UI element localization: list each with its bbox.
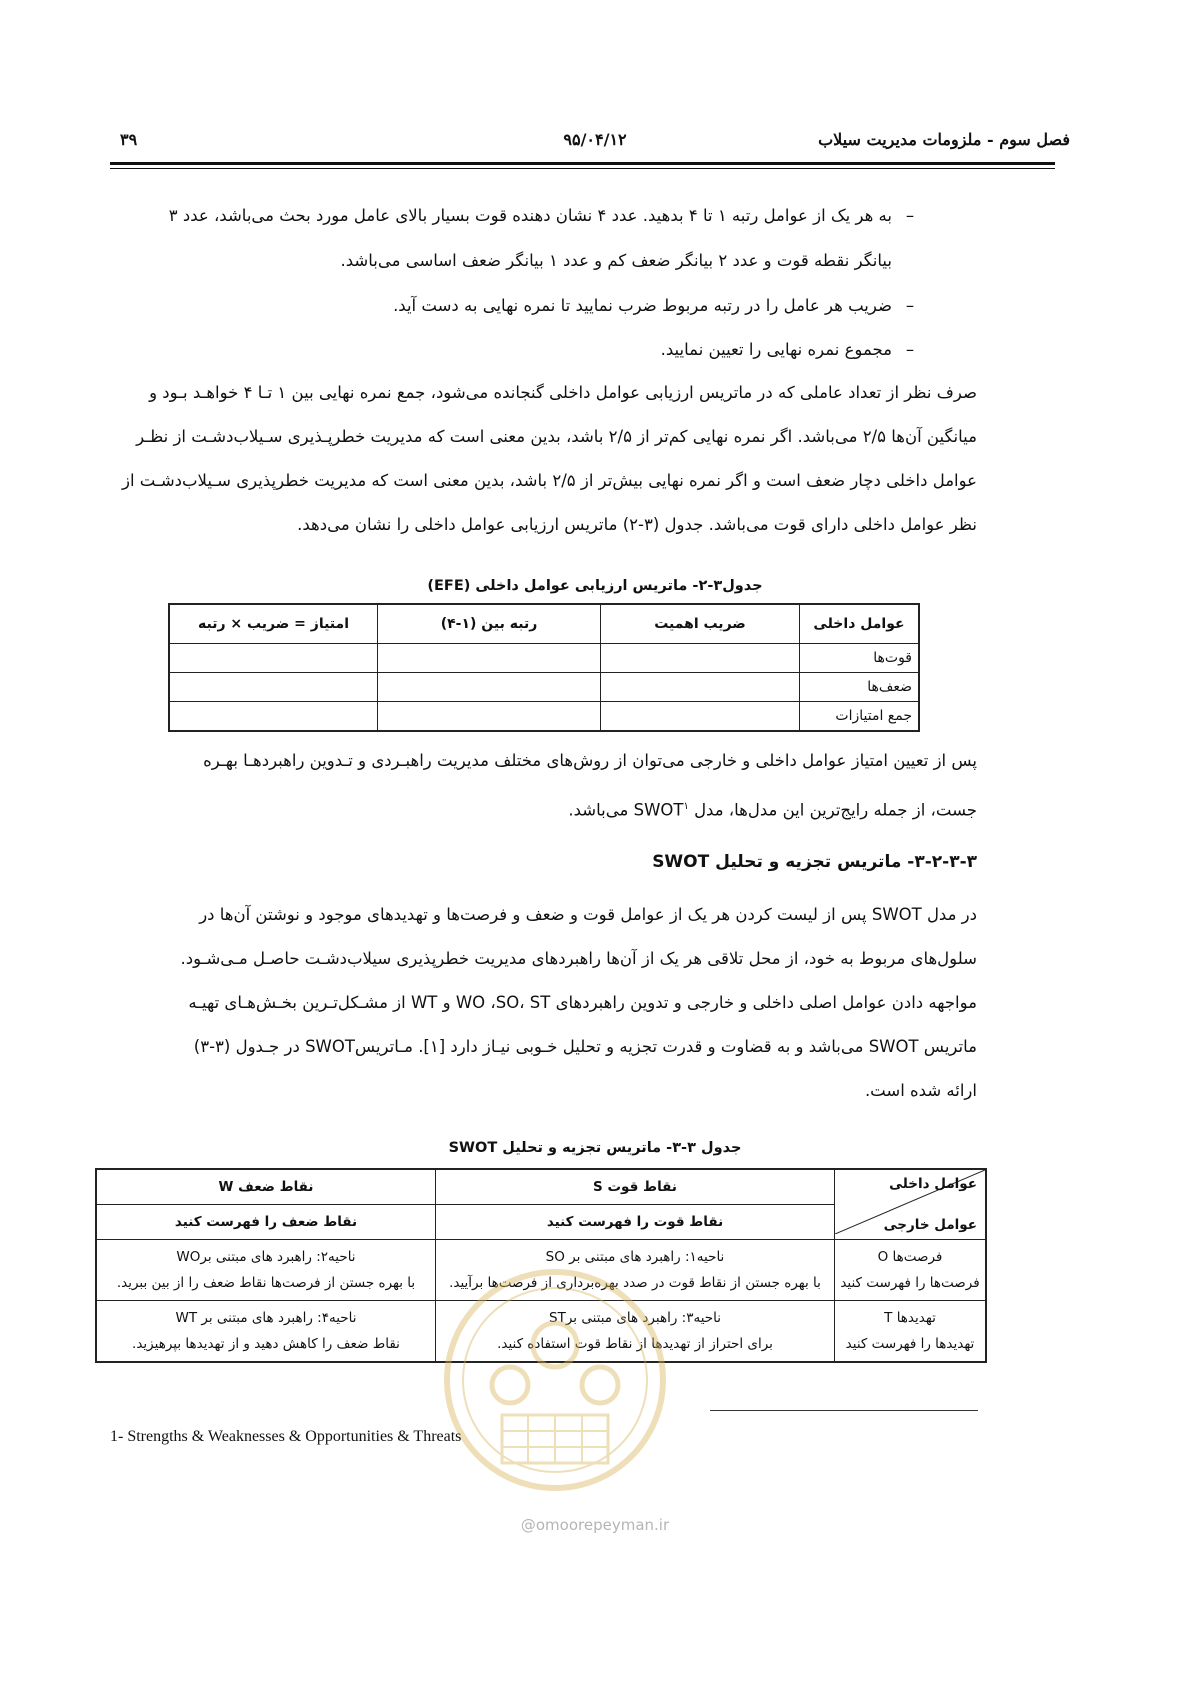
table-cell	[601, 702, 800, 732]
paragraph-line	[97, 784, 977, 834]
footnote-ref: ۱	[683, 801, 689, 812]
wo-title: ناحیه۲: راهبرد های مبتنی برWO	[176, 1249, 356, 1265]
paragraph-line: پس از تعیین امتیاز عوامل داخلی و خارجی می‌توان از روش‌های مختلف مدیریت راهبـردی و تـدوین راهبردهـا بهـره	[203, 751, 977, 770]
efe-table	[168, 603, 920, 732]
header-rule-thin	[110, 168, 1055, 169]
wt-title: ناحیه۴: راهبرد های مبتنی بر WT	[175, 1310, 357, 1326]
table-cell	[169, 673, 378, 702]
header-date: ۹۵/۰۴/۱۲	[563, 130, 627, 149]
table-cell	[378, 644, 601, 673]
corner-bottom-label: عوامل خارجی	[883, 1217, 977, 1233]
paragraph-line: ماتریس SWOT می‌باشد و به قضاوت و قدرت تجزیه و تحلیل خـوبی نیـاز دارد [۱]. مـاتریسSWOT در جـدول (۳-۳)	[193, 1037, 977, 1056]
st-title: ناحیه۳: راهبرد های مبتنی برST	[549, 1310, 721, 1326]
bullet-text: به هر یک از عوامل رتبه ۱ تا ۴ بدهید. عدد ۴ نشان دهنده قوت بسیار بالای عامل مورد بحث می‌باشد، عدد ۳	[168, 206, 892, 225]
paragraph-line: نظر عوامل داخلی دارای قوت می‌باشد. جدول (۳-۲) ماتریس ارزیابی عوامل داخلی را نشان می‌دهد.	[297, 515, 977, 534]
table1-caption: جدول۳-۲- ماتریس ارزیابی عوامل داخلی (EFE)	[427, 578, 763, 594]
seal-icon	[440, 1265, 670, 1495]
opportunities-subtitle: فرصت‌ها را فهرست کنید	[840, 1275, 980, 1291]
threats-subtitle: تهدیدها را فهرست کنید	[845, 1336, 975, 1352]
paragraph-line: مواجهه دادن عوامل اصلی داخلی و خارجی و تدوین راهبردهای WO ،SO، ST و WT از مشـکل‌تـرین بخـش‌هـای تهیـه	[188, 993, 977, 1012]
bullet-item: –ضریب هر عامل را در رتبه مربوط ضرب نمایید تا نمره نهایی به دست آید.	[393, 296, 915, 315]
bullet-continuation: بیانگر نقطه قوت و عدد ۲ بیانگر ضعف کم و عدد ۱ بیانگر ضعف اساسی می‌باشد.	[340, 251, 892, 270]
so-description: با بهره جستن از نقاط قوت در صدد بهره‌برداری از فرصت‌ها برآیید.	[449, 1275, 821, 1291]
paragraph-line: در مدل SWOT پس از لیست کردن هر یک از عوامل قوت و ضعف و فرصت‌ها و تهدیدهای موجود و نوشتن آن‌ها در	[199, 905, 977, 924]
wo-description: با بهره جستن از فرصت‌ها نقاط ضعف را از بین ببرید.	[116, 1275, 416, 1291]
bullet-item: –به هر یک از عوامل رتبه ۱ تا ۴ بدهید. عدد ۴ نشان دهنده قوت بسیار بالای عامل مورد بحث می‌باشد، عدد ۳	[168, 206, 915, 225]
table-header: ضریب اهمیت	[601, 604, 800, 644]
table-row	[169, 644, 919, 673]
footnote-rule	[710, 1410, 978, 1411]
st-description: برای احتراز از تهدیدها از نقاط قوت استفاده کنید.	[497, 1336, 773, 1352]
table-header: امتیاز = ضریب × رتبه	[169, 604, 378, 644]
wo-cell	[96, 1240, 436, 1301]
table2-caption: جدول ۳-۳- ماتریس تجزیه و تحلیل SWOT	[448, 1140, 742, 1156]
opportunities-title: فرصت‌ها O	[877, 1249, 943, 1265]
header-rule-thick	[110, 162, 1055, 165]
opportunities-cell	[835, 1240, 987, 1301]
bullet-item: –مجموع نمره نهایی را تعیین نمایید.	[660, 340, 915, 359]
footnote: 1- Strengths & Weaknesses & Opportunities & Threats	[110, 1428, 462, 1445]
row-label: قوت‌ها	[800, 644, 920, 673]
row-label: جمع امتیازات	[800, 702, 920, 732]
weaknesses-subheader: نقاط ضعف را فهرست کنید	[96, 1205, 436, 1240]
table-cell	[169, 702, 378, 732]
table-row	[169, 702, 919, 732]
paragraph-text: می‌باشد.	[568, 800, 634, 820]
page-number: ۳۹	[120, 130, 138, 149]
paragraph-line: صرف نظر از تعداد عاملی که در ماتریس ارزیابی عوامل داخلی گنجانده می‌شود، جمع نمره نهایی بین ۱ تـا ۴ خواهـد بـود و	[149, 383, 977, 402]
strengths-subheader: نقاط قوت را فهرست کنید	[436, 1205, 835, 1240]
table-cell	[601, 644, 800, 673]
table-header: رتبه بین (۱-۴)	[378, 604, 601, 644]
watermark-site: @omoorepeyman.ir	[520, 1516, 670, 1534]
corner-top-label: عوامل داخلی	[889, 1176, 977, 1192]
table-header: عوامل داخلی	[800, 604, 920, 644]
wt-cell	[96, 1301, 436, 1363]
table-cell	[601, 673, 800, 702]
wt-description: نقاط ضعف را کاهش دهید و از تهدیدها بپرهیزید.	[132, 1336, 400, 1352]
table-cell	[169, 644, 378, 673]
section-heading: ۳-۲-۳-۳- ماتریس تجزیه و تحلیل SWOT	[652, 852, 977, 872]
table-header-row	[169, 604, 919, 644]
strengths-header: نقاط قوت S	[436, 1169, 835, 1205]
paragraph-line: عوامل داخلی دچار ضعف است و اگر نمره نهایی بیش‌تر از ۲/۵ باشد، بدین معنی است که مدیریت خطرپذیری سـیلاب‌دشـت از	[121, 471, 977, 490]
swot-corner-cell	[835, 1169, 987, 1240]
so-title: ناحیه۱: راهبرد های مبتنی بر SO	[545, 1249, 725, 1265]
threats-cell	[835, 1301, 987, 1363]
weaknesses-header: نقاط ضعف W	[96, 1169, 436, 1205]
bullet-text: مجموع نمره نهایی را تعیین نمایید.	[660, 340, 892, 359]
threats-title: تهدیدها T	[884, 1310, 936, 1326]
table-cell	[378, 673, 601, 702]
table-cell	[378, 702, 601, 732]
paragraph-line: سلول‌های مربوط به خود، از محل تلاقی هر یک از آن‌ها راهبردهای مدیریت خطرپذیری سیلاب‌دشـت حاصـل مـی‌شـود.	[180, 949, 977, 968]
chapter-title: فصل سوم - ملزومات مدیریت سیلاب	[818, 130, 1070, 149]
paragraph-line: میانگین آن‌ها ۲/۵ می‌باشد. اگر نمره نهایی کم‌تر از ۲/۵ باشد، بدین معنی است که مدیریت خطرپـذیری سـیلاب‌دشـت از نظـر	[136, 427, 977, 446]
row-label: ضعف‌ها	[800, 673, 920, 702]
paragraph-text: جست، از جمله رایج‌ترین این مدل‌ها، مدل SWOT	[633, 800, 977, 820]
paragraph-line: ارائه شده است.	[864, 1081, 977, 1100]
bullet-text: ضریب هر عامل را در رتبه مربوط ضرب نمایید تا نمره نهایی به دست آید.	[393, 296, 892, 315]
table-row	[169, 673, 919, 702]
